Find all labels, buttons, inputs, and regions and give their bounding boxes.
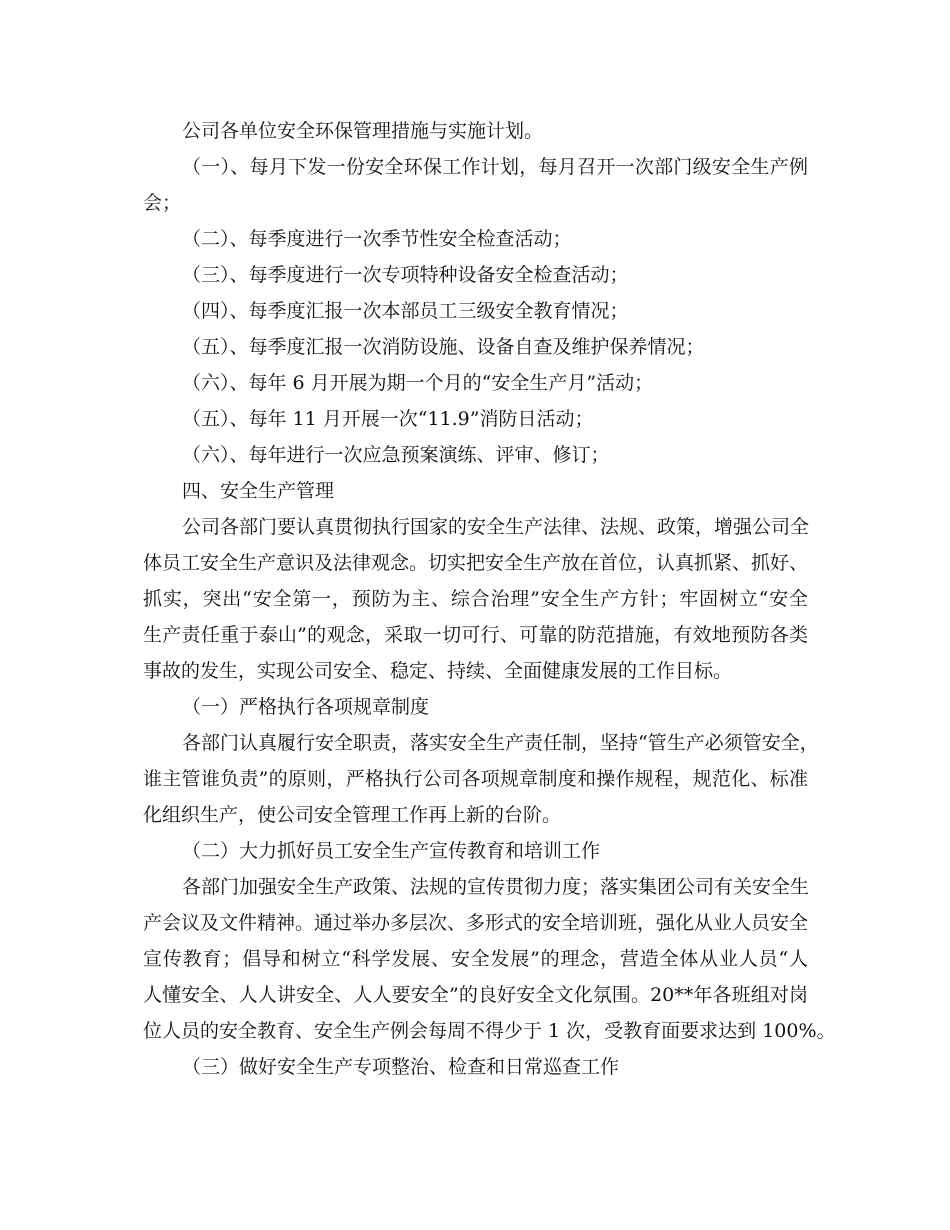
plan-item-4: （四）、每季度汇报一次本部员工三级安全教育情况； — [182, 300, 629, 322]
paragraph-line: 化组织生产，使公司安全管理工作再上新的台阶。 — [143, 804, 562, 826]
paragraph-line: 人懂安全、人人讲安全、人人要安全”的良好安全文化氛围。20**年各班组对岗 — [143, 984, 808, 1006]
paragraph-line: 各部门加强安全生产政策、法规的宣传贯彻力度；落实集团公司有关安全生 — [182, 876, 810, 898]
paragraph-line: 谁主管谁负责”的原则，严格执行公司各项规章制度和操作规程，规范化、标准 — [143, 768, 808, 790]
paragraph-line: 公司各单位安全环保管理措施与实施计划。 — [182, 120, 544, 142]
subsection-heading: （一）严格执行各项规章制度 — [182, 696, 430, 718]
document-body — [143, 113, 836, 1085]
paragraph-line: 产会议及文件精神。通过举办多层次、多形式的安全培训班，强化从业人员安全 — [143, 912, 809, 934]
paragraph-line: 公司各部门要认真贯彻执行国家的安全生产法律、法规、政策，增强公司全 — [182, 516, 810, 538]
paragraph-line: 会； — [143, 192, 182, 214]
plan-item-6: （六）、每年 6 月开展为期一个月的“安全生产月”活动； — [182, 372, 654, 394]
paragraph-line: 各部门认真履行安全职责，落实安全生产责任制，坚持“管生产必须管安全， — [182, 732, 819, 754]
plan-item-3: （三）、每季度进行一次专项特种设备安全检查活动； — [182, 264, 629, 286]
paragraph-line: 生产责任重于泰山”的观念，采取一切可行、可靠的防范措施，有效地预防各类 — [143, 624, 808, 646]
plan-item-5: （五）、每季度汇报一次消防设施、设备自查及维护保养情况； — [182, 336, 705, 358]
plan-item-2: （二）、每季度进行一次季节性安全检查活动； — [182, 228, 572, 250]
plan-item-1: （一）、每月下发一份安全环保工作计划，每月召开一次部门级安全生产例 — [182, 156, 808, 178]
paragraph-line: 抓实，突出“安全第一，预防为主、综合治理”安全生产方针；牢固树立“安全 — [143, 588, 808, 610]
section-heading: 四、安全生产管理 — [182, 480, 335, 502]
paragraph-line: 体员工安全生产意识及法律观念。切实把安全生产放在首位，认真抓紧、抓好、 — [143, 552, 809, 574]
paragraph-line: 宣传教育；倡导和树立“科学发展、安全发展”的理念，营造全体从业人员“人 — [143, 948, 808, 970]
paragraph-line: 事故的发生，实现公司安全、稳定、持续、全面健康发展的工作目标。 — [143, 660, 733, 682]
plan-item-8: （六）、每年进行一次应急预案演练、评审、修订； — [182, 444, 610, 466]
paragraph-line: 位人员的安全教育、安全生产例会每周不得少于 1 次，受教育面要求达到 100%。 — [143, 1020, 836, 1042]
plan-item-7: （五）、每年 11 月开展一次“11.9”消防日活动； — [182, 408, 594, 430]
subsection-heading: （三）做好安全生产专项整治、检查和日常巡查工作 — [182, 1056, 620, 1078]
subsection-heading: （二）大力抓好员工安全生产宣传教育和培训工作 — [182, 840, 601, 862]
